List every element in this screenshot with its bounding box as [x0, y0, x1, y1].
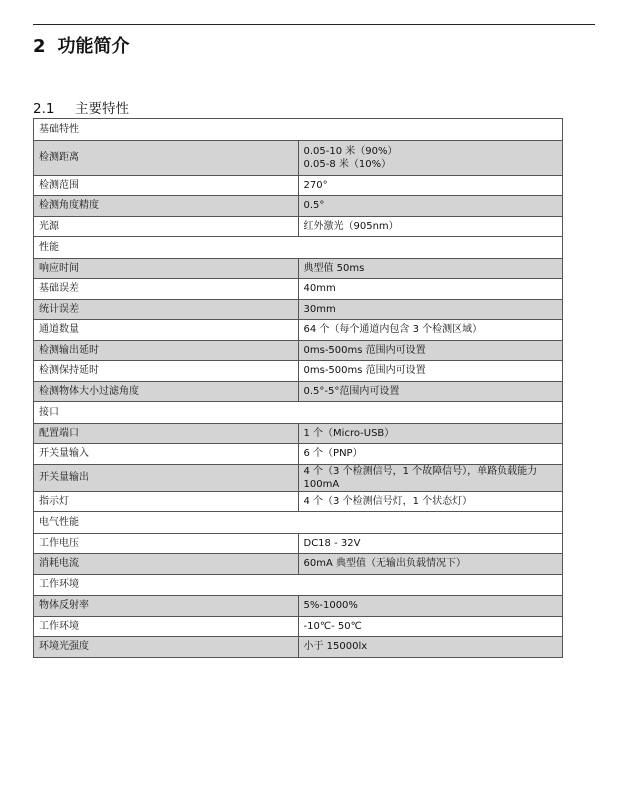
spec-key: 基础误差 [34, 279, 299, 300]
table-row [34, 216, 563, 237]
spec-table [33, 118, 563, 658]
spec-value-cell [298, 216, 563, 237]
table-row [34, 258, 563, 279]
table-row [34, 320, 563, 341]
spec-value: 270° [303, 179, 328, 191]
spec-value-cell [298, 175, 563, 196]
spec-value: -10℃- 50℃ [303, 620, 362, 632]
subsection-title: 主要特性 [75, 101, 129, 117]
spec-value-cell [298, 299, 563, 320]
section-title: 功能简介 [57, 36, 130, 57]
spec-value-cell [298, 554, 563, 575]
table-section-row [34, 237, 563, 259]
spec-value-cell [298, 381, 563, 402]
spec-value-cell [298, 444, 563, 465]
header-rule [33, 24, 595, 25]
section-number: 2 [33, 36, 46, 57]
spec-key: 开关量输入 [34, 444, 299, 465]
spec-value-cell [298, 491, 563, 512]
spec-value-cell [298, 616, 563, 637]
spec-value: 0ms-500ms 范围内可设置 [303, 365, 426, 377]
table-row [34, 596, 563, 617]
spec-key: 消耗电流 [34, 554, 299, 575]
section-label: 电气性能 [34, 512, 563, 534]
spec-key: 物体反射率 [34, 596, 299, 617]
spec-value: DC18 - 32V [303, 537, 361, 549]
spec-value: 64 个（每个通道内包含 3 个检测区域） [303, 324, 483, 336]
spec-key: 检测角度精度 [34, 196, 299, 217]
spec-key: 检测范围 [34, 175, 299, 196]
spec-value-cell [298, 258, 563, 279]
table-row [34, 491, 563, 512]
table-row [34, 140, 563, 175]
spec-value-cell [298, 464, 563, 491]
spec-value-cell [298, 140, 563, 175]
table-section-row [34, 574, 563, 596]
spec-key: 检测物体大小过滤角度 [34, 381, 299, 402]
spec-value-cell [298, 423, 563, 444]
spec-key: 通道数量 [34, 320, 299, 341]
spec-value: 4 个（3 个检测信号，1 个故障信号），单路负载能力 100mA [303, 465, 538, 490]
spec-value: 1 个（Micro-USB） [303, 427, 395, 439]
spec-value: 5%-1000% [303, 600, 358, 612]
table-row [34, 423, 563, 444]
spec-value-cell [298, 340, 563, 361]
spec-value: 0ms-500ms 范围内可设置 [303, 344, 426, 356]
table-row [34, 444, 563, 465]
table-row [34, 279, 563, 300]
spec-value-cell [298, 637, 563, 658]
spec-value-cell [298, 361, 563, 382]
table-row [34, 554, 563, 575]
spec-value: 小于 15000lx [303, 641, 368, 653]
spec-value: 30mm [303, 303, 336, 315]
spec-value: 40mm [303, 283, 336, 295]
spec-key: 配置端口 [34, 423, 299, 444]
table-section-row [34, 119, 563, 141]
spec-key: 统计误差 [34, 299, 299, 320]
subsection-heading [33, 97, 129, 117]
spec-value: 红外激光（905nm） [303, 220, 399, 232]
spec-key: 检测输出延时 [34, 340, 299, 361]
table-row [34, 381, 563, 402]
spec-key: 检测距离 [34, 140, 299, 175]
table-row [34, 196, 563, 217]
spec-key: 光源 [34, 216, 299, 237]
spec-value: 0.05-10 米（90%） [303, 145, 398, 157]
spec-key: 响应时间 [34, 258, 299, 279]
section-label: 性能 [34, 237, 563, 259]
spec-value-cell [298, 279, 563, 300]
section-label: 工作环境 [34, 574, 563, 596]
section-label: 基础特性 [34, 119, 563, 141]
section-label: 接口 [34, 402, 563, 424]
table-row [34, 340, 563, 361]
section-heading [33, 32, 130, 58]
spec-key: 工作电压 [34, 533, 299, 554]
spec-value-cell [298, 196, 563, 217]
spec-key: 工作环境 [34, 616, 299, 637]
table-row [34, 464, 563, 491]
spec-value: 4 个（3 个检测信号灯，1 个状态灯） [303, 495, 473, 507]
table-row [34, 637, 563, 658]
spec-value: 0.05-8 米（10%） [303, 158, 392, 170]
spec-value-cell [298, 533, 563, 554]
table-row [34, 299, 563, 320]
spec-value: 典型值 50ms [303, 262, 365, 274]
table-row [34, 361, 563, 382]
spec-value-cell [298, 320, 563, 341]
spec-value: 6 个（PNP） [303, 448, 363, 460]
subsection-number: 2.1 [33, 101, 55, 117]
spec-value: 60mA 典型值（无输出负载情况下） [303, 558, 466, 570]
table-row [34, 616, 563, 637]
spec-key: 指示灯 [34, 491, 299, 512]
table-section-row [34, 512, 563, 534]
spec-value: 0.5° [303, 200, 325, 212]
table-section-row [34, 402, 563, 424]
spec-value-cell [298, 596, 563, 617]
spec-key: 环境光强度 [34, 637, 299, 658]
spec-key: 开关量输出 [34, 464, 299, 491]
table-row [34, 533, 563, 554]
spec-value: 0.5°-5°范围内可设置 [303, 385, 400, 397]
table-row [34, 175, 563, 196]
spec-key: 检测保持延时 [34, 361, 299, 382]
